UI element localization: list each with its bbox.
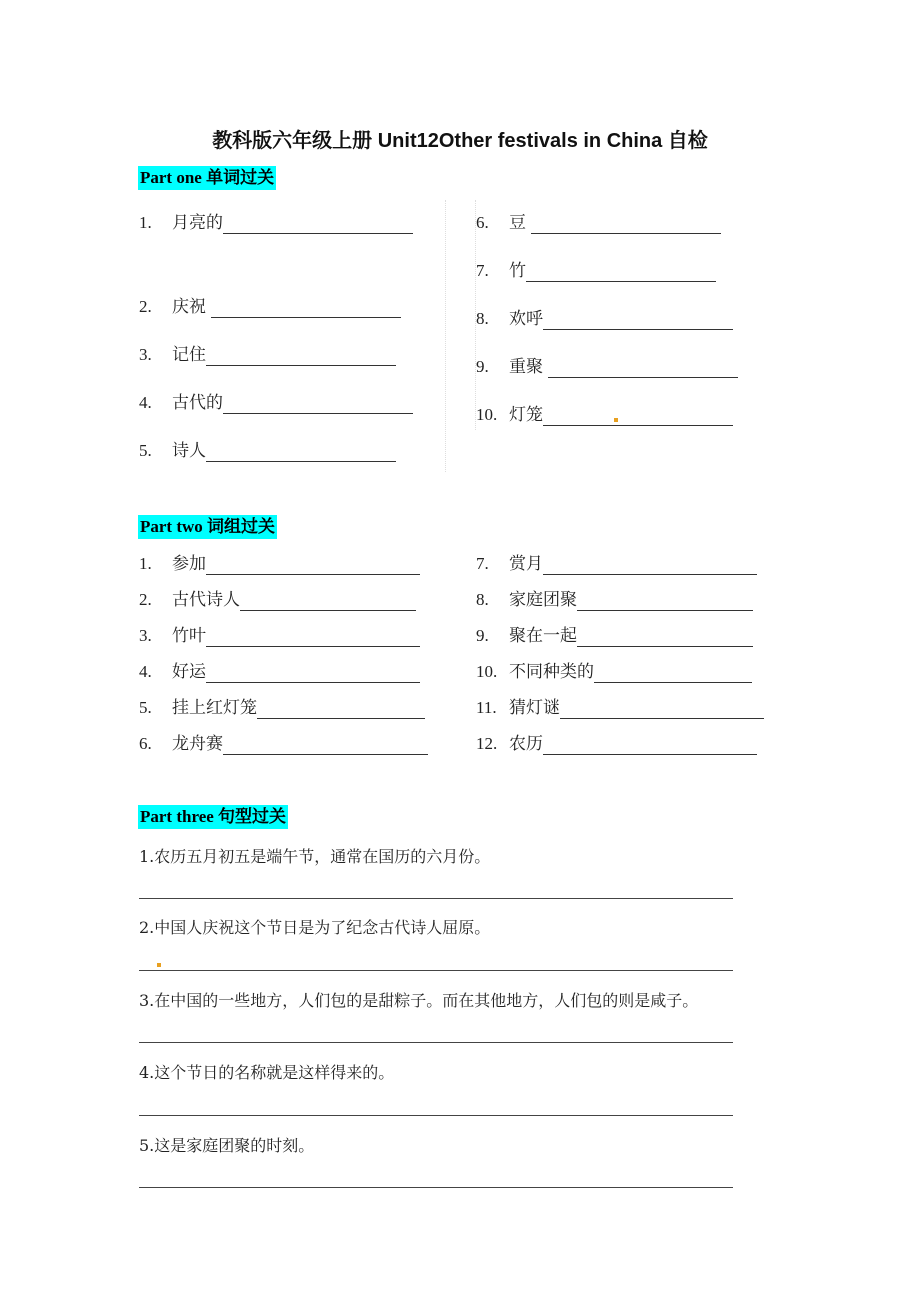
word-item: 4. 古代的: [139, 392, 413, 414]
answer-line[interactable]: [139, 1187, 733, 1188]
answer-blank[interactable]: [560, 700, 764, 719]
answer-blank[interactable]: [206, 443, 396, 462]
phrase-item: 12. 农历: [476, 733, 757, 755]
answer-blank[interactable]: [577, 592, 753, 611]
phrase-item: 1. 参加: [139, 553, 420, 575]
answer-blank[interactable]: [543, 407, 733, 426]
edit-marker: [614, 418, 618, 422]
phrase-item: 4. 好运: [139, 661, 420, 683]
answer-line[interactable]: [139, 970, 733, 971]
word-item: 8. 欢呼: [476, 308, 733, 330]
phrase-item: 8. 家庭团聚: [476, 589, 753, 611]
phrase-item: 5. 挂上红灯笼: [139, 697, 425, 719]
word-item: 3. 记住: [139, 344, 396, 366]
answer-line[interactable]: [139, 1042, 733, 1043]
answer-blank[interactable]: [543, 736, 757, 755]
sentence-prompt: 5.这是家庭团聚的时刻。: [139, 1136, 315, 1155]
answer-blank[interactable]: [548, 359, 738, 378]
phrase-item: 11. 猜灯谜: [476, 697, 764, 719]
phrase-item: 6. 龙舟赛: [139, 733, 428, 755]
answer-blank[interactable]: [257, 700, 425, 719]
phrase-item: 3. 竹叶: [139, 625, 420, 647]
phrase-item: 2. 古代诗人: [139, 589, 416, 611]
column-divider: [445, 200, 446, 472]
word-item: 1. 月亮的: [139, 212, 413, 234]
answer-line[interactable]: [139, 1115, 733, 1116]
answer-blank[interactable]: [223, 736, 428, 755]
edit-marker: [157, 963, 161, 967]
answer-blank[interactable]: [240, 592, 416, 611]
answer-blank[interactable]: [531, 215, 721, 234]
sentence-prompt: 3.在中国的一些地方，人们包的是甜粽子。而在其他地方，人们包的则是咸子。: [139, 991, 699, 1010]
answer-blank[interactable]: [543, 311, 733, 330]
answer-blank[interactable]: [206, 556, 420, 575]
answer-blank[interactable]: [543, 556, 757, 575]
phrase-item: 9. 聚在一起: [476, 625, 753, 647]
part-three-heading: Part three 句型过关: [138, 805, 288, 829]
answer-blank[interactable]: [577, 628, 753, 647]
answer-blank[interactable]: [206, 628, 420, 647]
word-item: 7. 竹: [476, 260, 716, 282]
word-item: 5. 诗人: [139, 440, 396, 462]
phrase-item: 7. 赏月: [476, 553, 757, 575]
word-item: 10. 灯笼: [476, 404, 733, 426]
sentence-prompt: 1.农历五月初五是端午节，通常在国历的六月份。: [139, 847, 491, 866]
answer-blank[interactable]: [206, 664, 420, 683]
word-item: 9. 重聚: [476, 356, 738, 378]
answer-blank[interactable]: [206, 347, 396, 366]
answer-blank[interactable]: [594, 664, 752, 683]
sentence-prompt: 2.中国人庆祝这个节日是为了纪念古代诗人屈原。: [139, 918, 491, 937]
answer-line[interactable]: [139, 898, 733, 899]
answer-blank[interactable]: [211, 299, 401, 318]
word-item: 2. 庆祝: [139, 296, 401, 318]
answer-blank[interactable]: [526, 263, 716, 282]
word-item: 6. 豆: [476, 212, 721, 234]
answer-blank[interactable]: [223, 215, 413, 234]
page-title: 教科版六年级上册 Unit12Other festivals in China 自检: [212, 130, 708, 152]
part-two-heading: Part two 词组过关: [138, 515, 277, 539]
part-one-heading: Part one 单词过关: [138, 166, 276, 190]
answer-blank[interactable]: [223, 395, 413, 414]
phrase-item: 10. 不同种类的: [476, 661, 752, 683]
sentence-prompt: 4.这个节日的名称就是这样得来的。: [139, 1063, 395, 1082]
